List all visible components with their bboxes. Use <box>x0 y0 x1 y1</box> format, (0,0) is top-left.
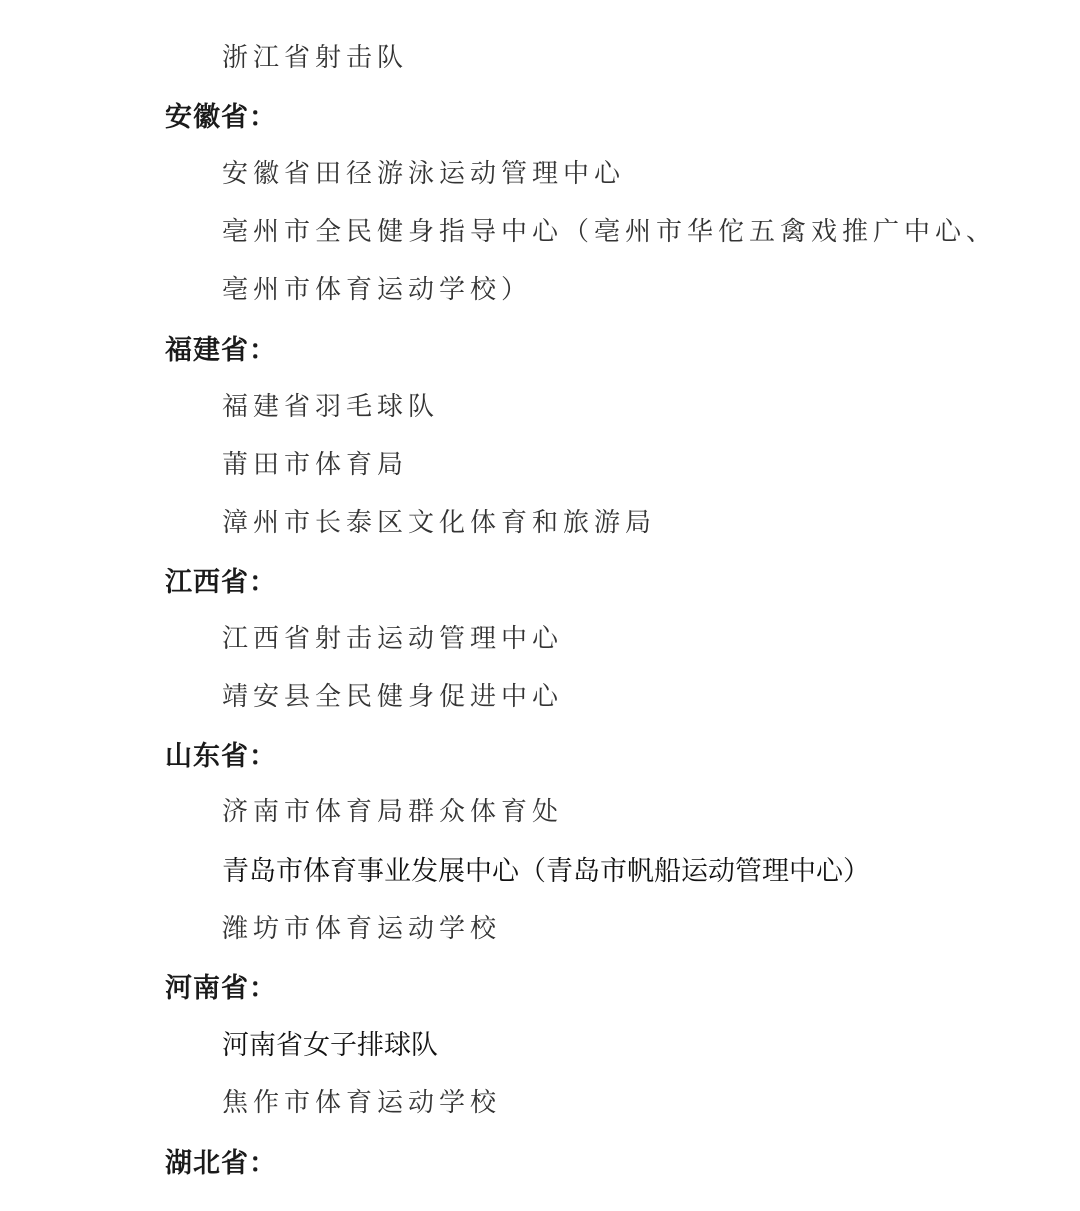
unit-putian-sports-bureau: 莆田市体育局 <box>222 450 409 480</box>
unit-jiangxi-shooting-center: 江西省射击运动管理中心 <box>222 624 564 654</box>
province-heading-hubei: 湖北省： <box>165 1148 277 1179</box>
unit-weifang-sports-school: 潍坊市体育运动学校 <box>222 914 502 944</box>
unit-zhangzhou-changtai-bureau: 漳州市长泰区文化体育和旅游局 <box>222 508 657 538</box>
province-heading-fujian: 福建省： <box>165 335 277 366</box>
unit-jiaozuo-sports-school: 焦作市体育运动学校 <box>222 1088 502 1118</box>
unit-fujian-badminton-team: 福建省羽毛球队 <box>222 392 440 422</box>
unit-jinan-mass-sports-office: 济南市体育局群众体育处 <box>222 797 564 827</box>
unit-henan-womens-volleyball-team: 河南省女子排球队 <box>222 1030 438 1061</box>
unit-jingan-fitness-center: 靖安县全民健身促进中心 <box>222 682 564 712</box>
unit-qingdao-sports-development-center: 青岛市体育事业发展中心（青岛市帆船运动管理中心） <box>222 856 870 887</box>
province-heading-henan: 河南省： <box>165 973 277 1004</box>
unit-anhui-athletics-swimming-center: 安徽省田径游泳运动管理中心 <box>222 159 626 189</box>
unit-bozhou-fitness-guidance-center: 亳州市全民健身指导中心（亳州市华佗五禽戏推广中心、 <box>222 217 998 247</box>
province-heading-anhui: 安徽省： <box>165 102 277 133</box>
unit-zhejiang-shooting-team: 浙江省射击队 <box>222 43 409 73</box>
unit-bozhou-sports-school: 亳州市体育运动学校） <box>222 275 533 305</box>
province-heading-jiangxi: 江西省： <box>165 567 277 598</box>
province-heading-shandong: 山东省： <box>165 741 277 772</box>
